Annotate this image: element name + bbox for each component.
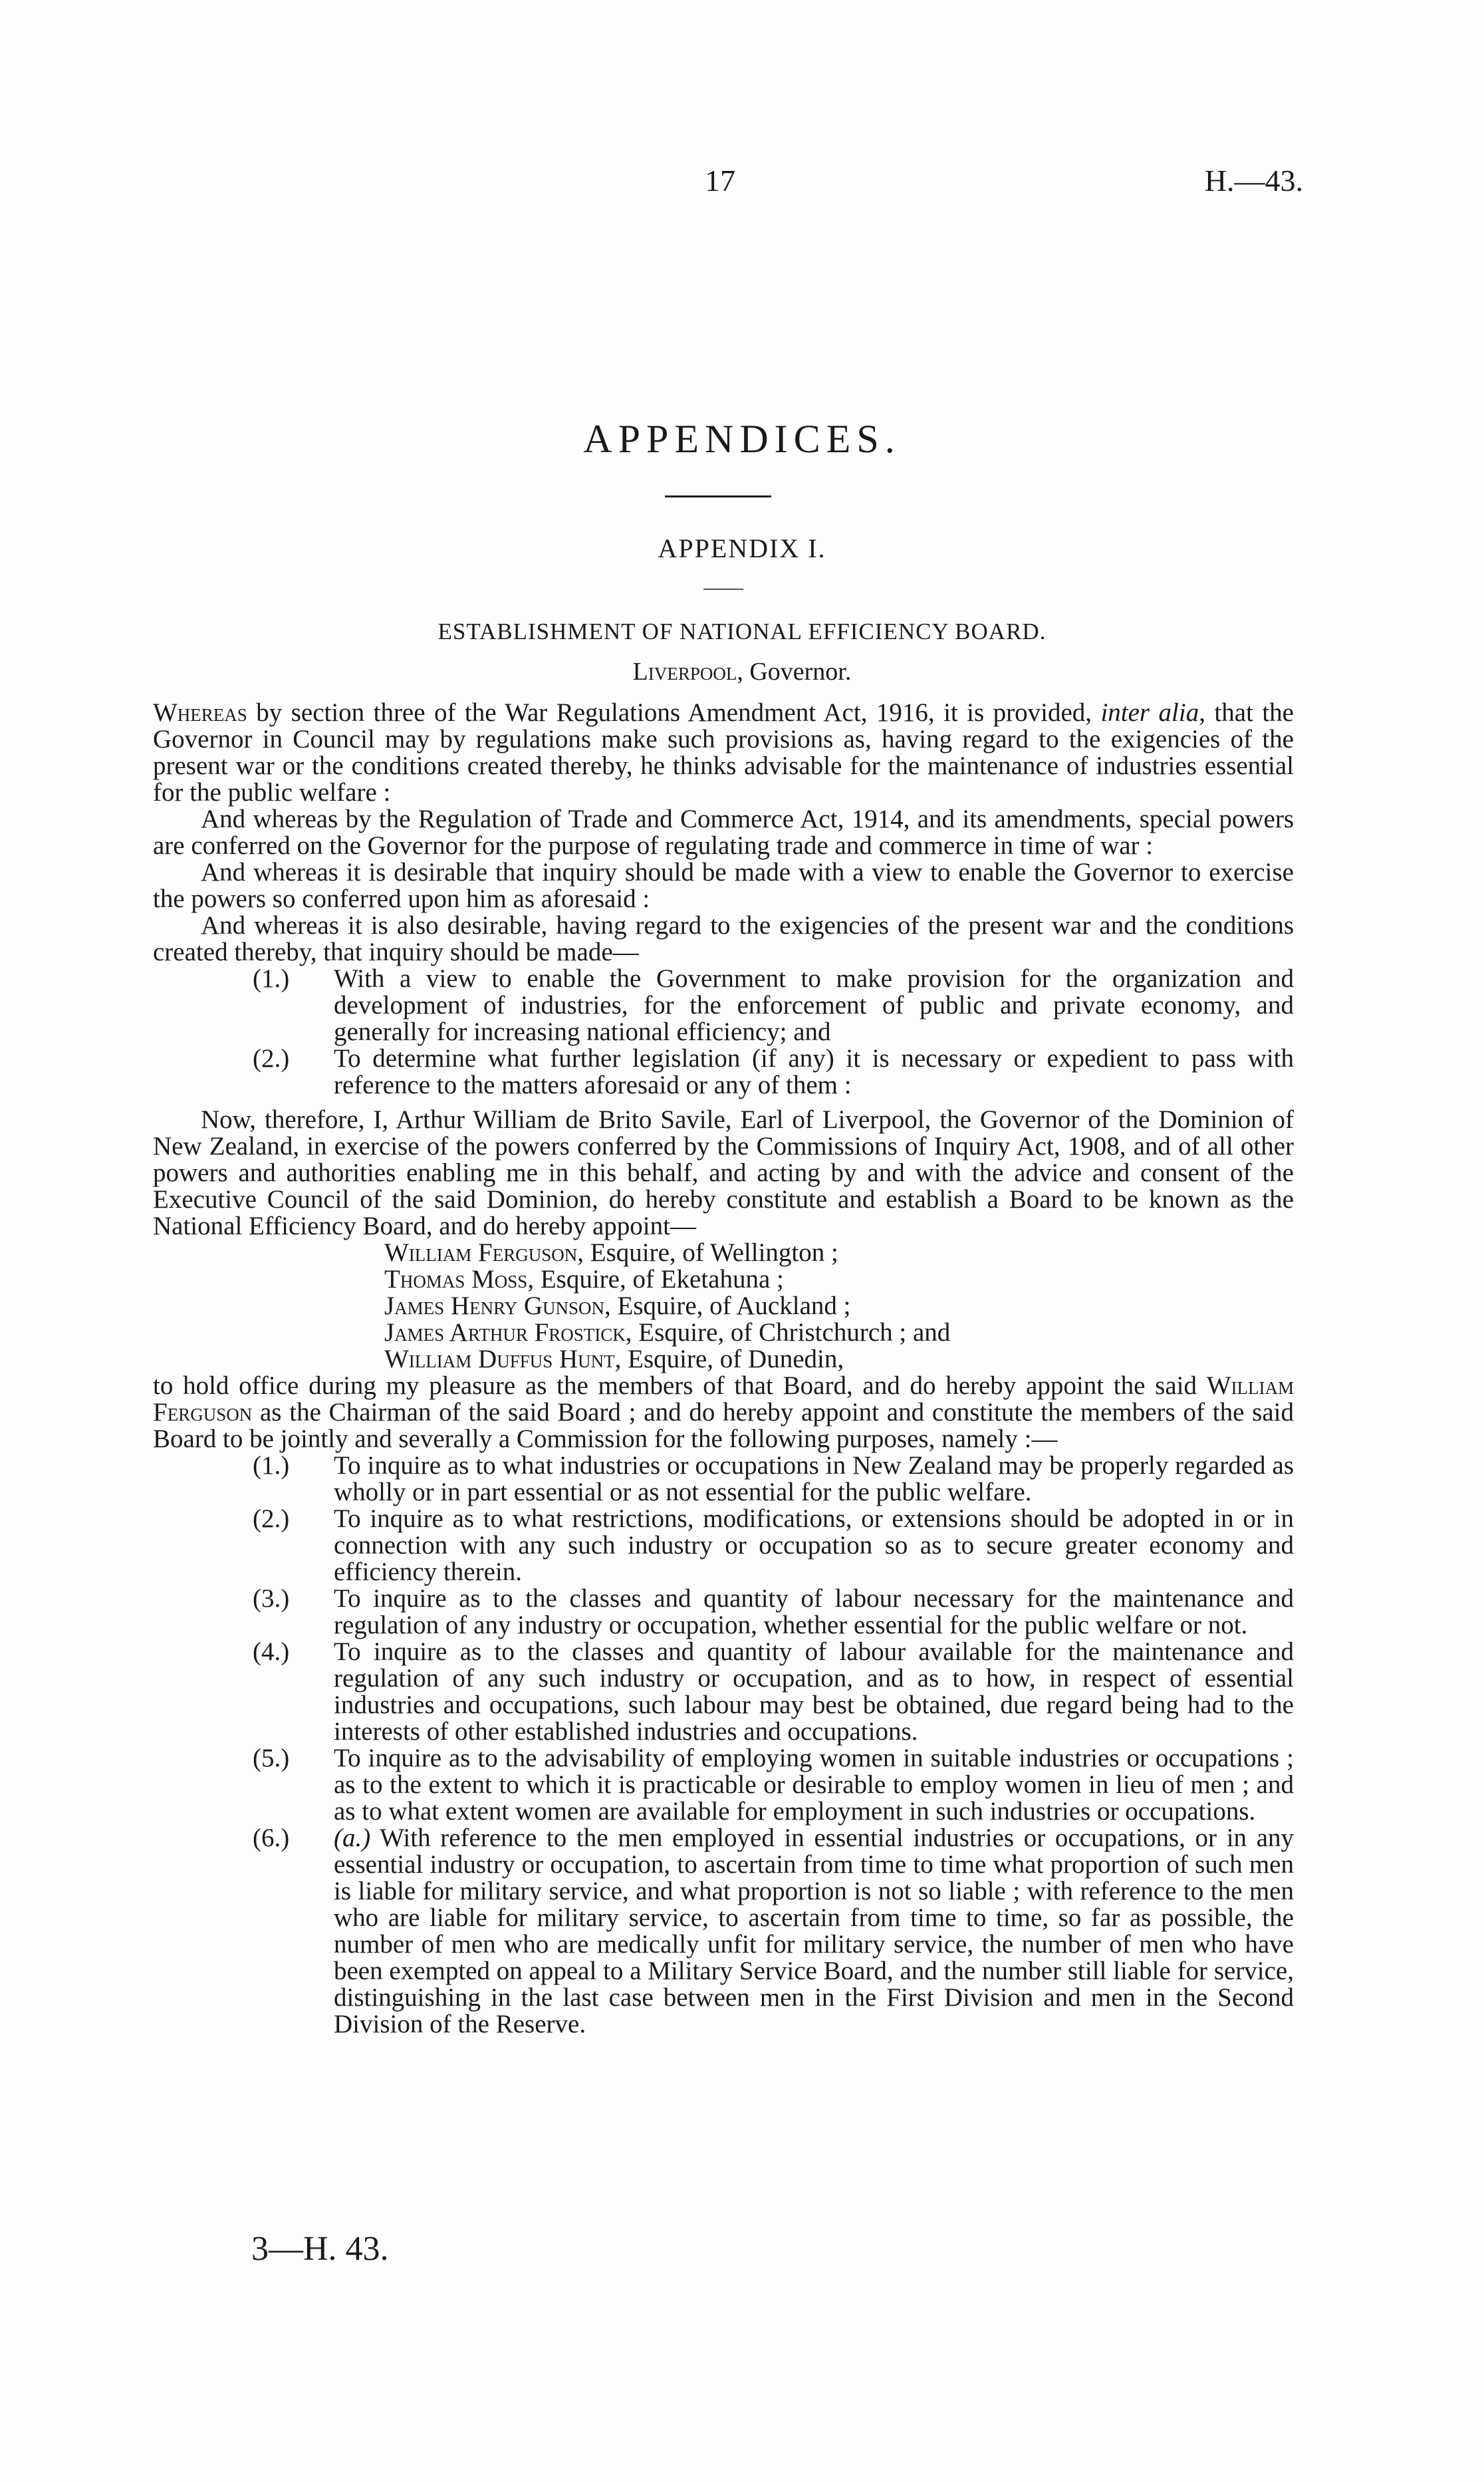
office-paragraph <box>153 1373 1294 1452</box>
whereas-paragraph-2: And whereas by the Regulation of Trade and Commerce Act, 1914, and its amendments, special powers are conferred on the Governor for the purpose of regulating trade and commerce in time of war : <box>153 805 1294 860</box>
appointee-detail: , Esquire, of Christchurch ; and <box>625 1318 951 1347</box>
appointee-detail: , Esquire, of Dunedin, <box>614 1345 844 1373</box>
governor-role: Governor. <box>743 658 852 686</box>
appointee <box>384 1240 1294 1266</box>
whereas-item <box>153 966 1294 1045</box>
now-therefore-paragraph: Now, therefore, I, Arthur William de Brito Savile, Earl of Liverpool, the Governor of the Dominion of New Zealand, in exercise of the powers conferred by the Commissions of Inquiry Act, 1908, and of all other powers and authorities enabling me in this behalf, and acting by and with the advice and consent of the Executive Council of the said Dominion, do hereby constitute and establish a Board to be known as the National Efficiency Board, and do hereby appoint— <box>153 1105 1294 1240</box>
appointee <box>384 1346 1294 1373</box>
item-text: To inquire as to what restrictions, modifications, or extensions should be adopted in or in connection with any such industry or occupation so as to secure greater economy and efficiency therein. <box>334 1504 1294 1586</box>
whereas-paragraph-1 <box>153 700 1294 806</box>
governor-name: Liverpool, <box>632 658 743 686</box>
item-number: (1.) <box>253 1451 290 1480</box>
appointee-detail: , Esquire, of Eketahuna ; <box>527 1265 784 1294</box>
latin-phrase: inter alia <box>1100 698 1199 727</box>
item-number: (4.) <box>253 1637 290 1666</box>
whereas-paragraph-3: And whereas it is desirable that inquiry should be made with a view to enable the Governor to exercise the powers so conferred upon him as aforesaid : <box>153 858 1294 913</box>
office-text-b: as the Chairman of the said Board ; and do hereby appoint and constitute the members of the said Board to be jointly and severally a Commission for the following purposes, namely :— <box>153 1398 1294 1453</box>
footer-reference: 3—H. 43. <box>251 2230 389 2268</box>
appointee-detail: , Esquire, of Wellington ; <box>577 1238 838 1267</box>
item-number: (2.) <box>253 1504 290 1533</box>
item-text: To inquire as to what industries or occupations in New Zealand may be properly regarded as wholly or in part essential or as not essential for the public welfare. <box>334 1451 1294 1506</box>
appointee-name: William Duffus Hunt <box>384 1345 615 1373</box>
appointee <box>384 1293 1294 1319</box>
appointee-name: Thomas Moss <box>384 1265 528 1294</box>
whereas-text-b: , that the Governor in Council may by regulations make such provisions as, having regard to the exigencies of the present war or the conditions created thereby, he thinks advisable for the maintenance of industries essential for the public welfare : <box>153 698 1294 807</box>
purpose-item <box>153 1745 1294 1825</box>
appendix-title: APPENDIX I. <box>658 533 826 563</box>
document-body <box>153 700 1294 2038</box>
purpose-item <box>153 1506 1294 1586</box>
title-divider <box>665 495 771 497</box>
document-reference: H.—43. <box>1204 164 1303 198</box>
sub-item-number: (a.) <box>334 1824 371 1852</box>
item-number: (5.) <box>253 1744 290 1772</box>
purpose-item <box>153 1639 1294 1745</box>
page-title: APPENDICES. <box>583 417 901 461</box>
item-text: To inquire as to the classes and quantity of labour necessary for the maintenance and regulation of any industry or occupation, whether essential for the public welfare or not. <box>334 1584 1294 1639</box>
purpose-item <box>153 1825 1294 2038</box>
appointee-detail: , Esquire, of Auckland ; <box>604 1292 851 1320</box>
governor-signature-line <box>0 658 1484 685</box>
purpose-item <box>153 1586 1294 1639</box>
purpose-item <box>153 1452 1294 1506</box>
item-number: (1.) <box>253 964 290 993</box>
whereas-lead: Whereas <box>153 698 247 727</box>
appointee <box>384 1266 1294 1293</box>
item-text: To inquire as to the advisability of employing women in suitable industries or occupations ; as to the extent to which it is practicable or desirable to employ women in lieu of men ; and as to what extent women are available for employment in such industries or occupations. <box>334 1744 1294 1826</box>
appointee-name: James Henry Gunson <box>384 1292 605 1320</box>
item-number: (6.) <box>253 1824 290 1852</box>
item-number: (3.) <box>253 1584 290 1613</box>
item-text: With a view to enable the Government to make provision for the organization and development of industries, for the enforcement of public and private economy, and generally for increasing national efficiency; and <box>334 964 1294 1046</box>
appointee-name: James Arthur Frostick <box>384 1318 626 1347</box>
chairman-name: William Ferguson <box>153 1371 1294 1427</box>
whereas-paragraph-4: And whereas it is also desirable, having regard to the exigencies of the present war and the conditions created thereby, that inquiry should be made— <box>153 911 1294 966</box>
appointee-list <box>153 1240 1294 1373</box>
item-number: (2.) <box>253 1044 290 1073</box>
item-text: With reference to the men employed in essential industries or occupations, or in any essential industry or occupation, to ascertain from time to time what proportion of such men is liable for military service, and what proportion is not so liable ; with reference to the men who are liable for military service, to ascertain from time to time, so far as possible, the number of men who are medically unfit for military service, the number of men who have been exempted on appeal to a Military Service Board, and the number still liable for service, distinguishing in the last case between men in the First Division and men in the Second Division of the Reserve. <box>334 1824 1294 2038</box>
item-text: To determine what further legislation (if any) it is necessary or expedient to pass with reference to the matters aforesaid or any of them : <box>334 1044 1294 1099</box>
whereas-text-a: by section three of the War Regulations Amendment Act, 1916, it is provided, <box>247 698 1101 727</box>
office-text-a: to hold office during my pleasure as the members of that Board, and do hereby appoint the said <box>153 1371 1207 1400</box>
appendix-divider <box>703 589 743 590</box>
item-text: To inquire as to the classes and quantity of labour available for the maintenance and regulation of any such industry or occupation, and as to how, in respect of essential industries and occupations, such labour may best be obtained, due regard being had to the interests of other established industries and occupations. <box>334 1637 1294 1746</box>
appointee-name: William Ferguson <box>384 1238 578 1267</box>
page-number: 17 <box>705 164 735 198</box>
appointee <box>384 1319 1294 1346</box>
section-title: ESTABLISHMENT OF NATIONAL EFFICIENCY BOARD. <box>437 619 1047 644</box>
whereas-item <box>153 1045 1294 1099</box>
